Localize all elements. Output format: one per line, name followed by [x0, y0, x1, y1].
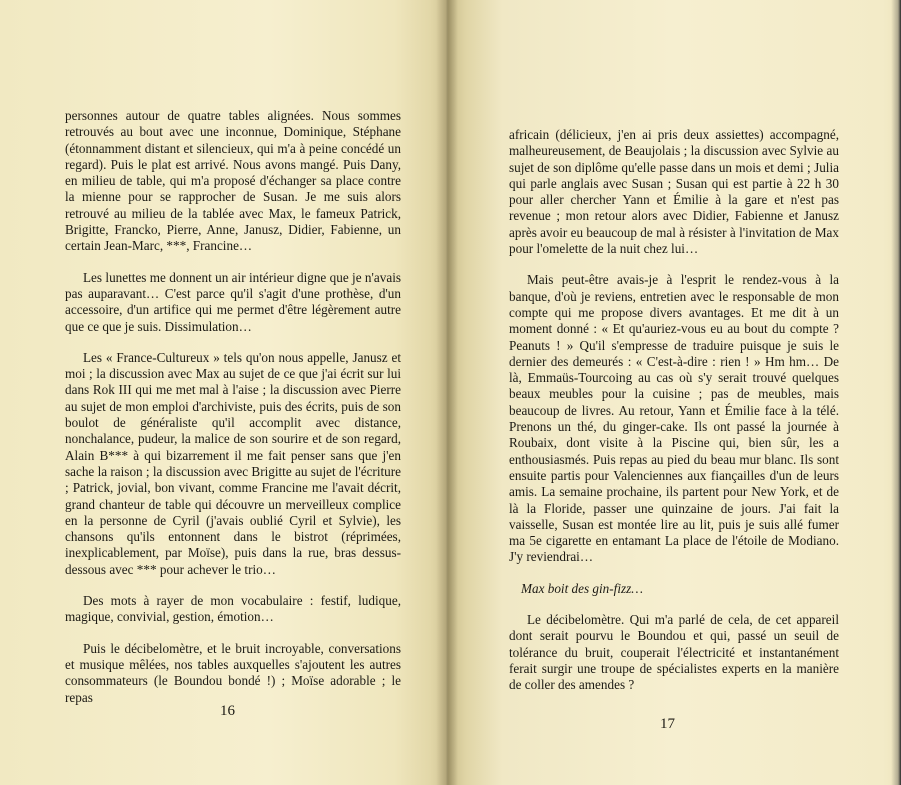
paragraph: Le décibelomètre. Qui m'a parlé de cela, de cet appareil dont serait pourvu le Boundou et qui, passé un seuil de tolérance du bruit, couperait l'électricité et instantanément ferait surgir une troupe de spécialistes experts en la manière de coller des amendes ? [509, 612, 839, 693]
page-number: 17 [660, 716, 675, 732]
left-page [0, 0, 448, 785]
paragraph-italic: Max boit des gin-fizz… [521, 580, 643, 596]
page-number: 16 [220, 703, 235, 719]
left-text-column [65, 108, 401, 721]
book-gutter [436, 0, 458, 785]
paragraph: personnes autour de quatre tables alignées. Nous sommes retrouvés au bout avec une inconnue, Dominique, Stéphane (étonnamment distant et silencieux, qui m'a à peine concédé un regard). Puis le plat est arrivé. Nous avons mangé. Puis Dany, en milieu de table, qui m'a proposé d'échanger sa place contre la mienne pour se rapprocher de Susan. Je me suis alors retrouvé au milieu de la tablée avec Max, le fameux Patrick, Brigitte, Francko, Pierre, Anne, Janusz, Didier, Fabienne, un certain Jean-Marc, ***, Francine… [65, 108, 401, 254]
right-page [448, 0, 901, 785]
paragraph: Puis le décibelomètre, et le bruit incroyable, conversations et musique mêlées, nos tables auxquelles s'ajoutent les autres consommateurs (le Boundou bondé !) ; Moïse adorable ; le repas [65, 640, 401, 705]
paragraph: Des mots à rayer de mon vocabulaire : festif, ludique, magique, convivial, gestion, émotion… [65, 593, 401, 625]
right-text-column [509, 127, 839, 709]
paragraph: Les « France-Cultureux » tels qu'on nous appelle, Janusz et moi ; la discussion avec Max au sujet de ce que j'ai écrit sur lui dans Rok III qui me met mal à l'aise ; la discussion avec Pierre au sujet de mon emploi d'archiviste, puis des écrits, puis de son boulot de généraliste qu'il accomplit avec distance, nonchalance, pudeur, la malice de son sourire et de son regard, Alain B*** à qui bizarrement il me fait penser sans que j'en sache la raison ; la discussion avec Brigitte au sujet de l'écriture ; Patrick, jovial, bon vivant, comme Francine me l'avait décrit, grand chanteur de table qui découvre un merveilleux complice en la personne de Cyril (j'avais oublié Cyril et Sylvie), les chansons qu'ils entonnent dans le bistrot (réprimées, inexplicablement, par Moïse), puis dans la rue, bras dessus-dessous avec *** pour achever le trio… [65, 349, 401, 577]
page-edge-shadow [891, 0, 901, 785]
paragraph: africain (délicieux, j'en ai pris deux assiettes) accompagné, malheureusement, de Beaujolais ; la discussion avec Sylvie au sujet de son diplôme qu'elle passe dans un mois et demi ; Julia qui parle anglais avec Susan ; Susan qui est partie à 22 h 30 pour aller chercher Yann et Émilie à la gare et n'est pas revenue ; mon retour alors avec Didier, Fabienne et Janusz après avoir eu beaucoup de mal à résister à l'invitation de Max pour l'omelette de la nuit chez lui… [509, 127, 839, 257]
paragraph: Les lunettes me donnent un air intérieur digne que je n'avais pas auparavant… C'est parce qu'il s'agit d'une prothèse, d'un accessoire, d'un artifice qui me permet d'être légèrement autre que ce que je suis. Dissimulation… [65, 269, 401, 334]
paragraph: Mais peut-être avais-je à l'esprit le rendez-vous à la banque, d'où je reviens, entretien avec le responsable de mon compte qui me propose divers avantages. Et me dit à un moment donné : « Et qu'auriez-vous eu au bout du compte ? Peanuts ! » Qu'il s'empresse de traduire puisque je suis le dernier des demeurés : « C'est-à-dire : rien ! » Hm hm… De là, Emmaüs-Tourcoing au cas où s'y serait trouvé quelques beaux meubles pour la cuisine ; pas de meubles, mais beaucoup de livres. Au retour, Yann et Émilie face à la télé. Prenons un thé, du ginger-cake. Ils ont passé la journée à Roubaix, dont visite à la Piscine qui, bien sûr, les a enthousiasmés. Puis repas au pied du beau mur blanc. Ils sont ensuite partis pour Valenciennes aux fiançailles d'un de leurs amis. La semaine prochaine, ils partent pour New York, et de là la Floride, passer une quinzaine de jours. J'ai fait la vaisselle, Susan est montée lire au lit, puis je suis allé fumer ma 5e cigarette en entamant La place de l'étoile de Modiano. J'y reviendrai… [509, 272, 839, 565]
